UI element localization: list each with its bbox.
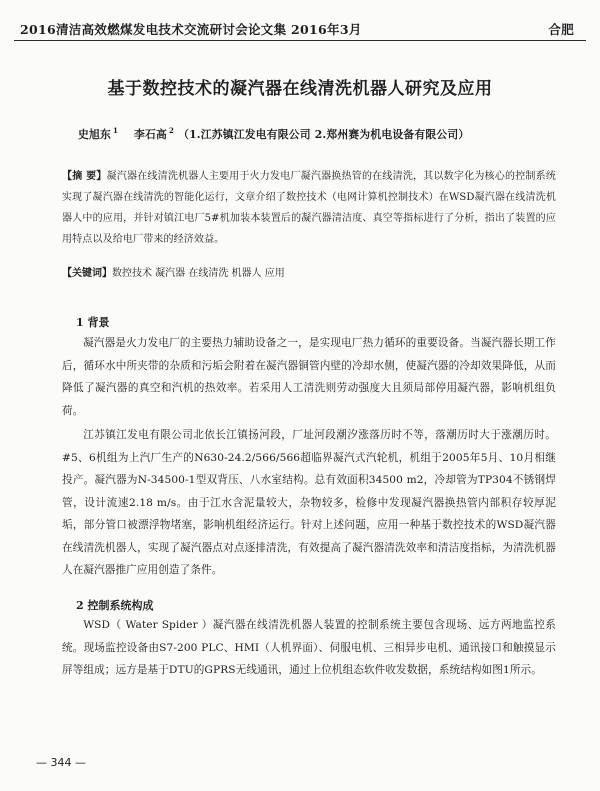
author-2-mark: 2: [169, 126, 175, 135]
abstract-text: 凝汽器在线清洗机器人主要用于火力发电厂凝汽器换热管的在线清洗，其以数字化为核心的控制系统实现了凝汽器在线清洗的智能化运行，文章介绍了数控技术（电网计算机控制技术）在WSD凝汽器在线清洗机器人中的应用，并针对镇江电厂5#机加装本装置后的凝汽器清洁度、真空等指标进行了分析，指出了装置的应用特点以及给电厂带来的经济效益。: [62, 171, 556, 245]
affiliations: （1.江苏镇江发电有限公司 2.郑州赛为机电设备有限公司）: [178, 127, 470, 141]
running-header: [14, 14, 586, 41]
keywords-label: 【关键词】: [62, 268, 112, 279]
section-heading-1: 1 背景: [76, 316, 110, 329]
keywords-text: 数控技术 凝汽器 在线清洗 机器人 应用: [112, 268, 285, 279]
keywords: [62, 266, 556, 282]
section-heading-2: 2 控制系统构成: [76, 599, 154, 612]
journal-title: 2016清洁高效燃煤发电技术交流研讨会论文集 2016年3月: [20, 22, 362, 37]
abstract: [62, 166, 556, 250]
paper-title: 基于数控技术的凝汽器在线清洗机器人研究及应用: [107, 79, 493, 99]
author-1-mark: 1: [113, 126, 119, 135]
paragraph-background-1: 凝汽器是火力发电厂的主要热力辅助设备之一，是实现电厂热力循环的重要设备。当凝汽器长期工作后，循环水中所夹带的杂质和污垢会附着在凝汽器铜管内壁的冷却水侧，使凝汽器的冷却效果降低，从而降低了凝汽器的真空和汽机的热效率。若采用人工清洗则劳动强度大且须局部停用凝汽器，影响机组负荷。: [62, 337, 556, 417]
paragraph-control-system: WSD（ Water Spider ）凝汽器在线清洗机器人装置的控制系统主要包含现场、远方两地监控系统。现场监控设备由S7-200 PLC、HMI（人机界面）、伺服电机、三相异步电机、通讯接口和触摸显示屏等组成；远方是基于DTU的GPRS无线通讯，通过上位机组态软件收发数据，系统结构如图1所示。: [62, 619, 556, 676]
author-1: 史旭东: [78, 127, 111, 141]
author-2: 李石高: [134, 127, 168, 141]
conference-location: 合肥: [548, 22, 574, 37]
abstract-label: 【摘 要】: [62, 171, 107, 182]
author-line: [78, 126, 578, 142]
page-number: — 344 —: [36, 756, 86, 769]
paragraph-background-2: 江苏镇江发电有限公司北依长江镇扬河段，厂址河段潮汐涨落历时不等，落潮历时大于涨潮历时。#5、6机组为上汽厂生产的N630-24.2/566/566超临界凝汽式汽轮机，机组于2005年5月、10月相继投产。凝汽器为N-34500-1型双背压、八水室结构。总有效面积34500 m2，冷却管为TP304不锈钢焊管，设计流速2.18 m/s。由于江水含泥量较大，杂物较多，检修中发现凝汽器换热管内部积存较厚泥垢，部分管口被漂浮物堵塞，影响机组经济运行。针对上述问题，应用一种基于数控技术的WSD凝汽器在线清洗机器人，实现了凝汽器点对点逐排清洗，有效提高了凝汽器清洗效率和清洁度指标，为清洗机器人在凝汽器推广应用创造了条件。: [62, 429, 556, 576]
